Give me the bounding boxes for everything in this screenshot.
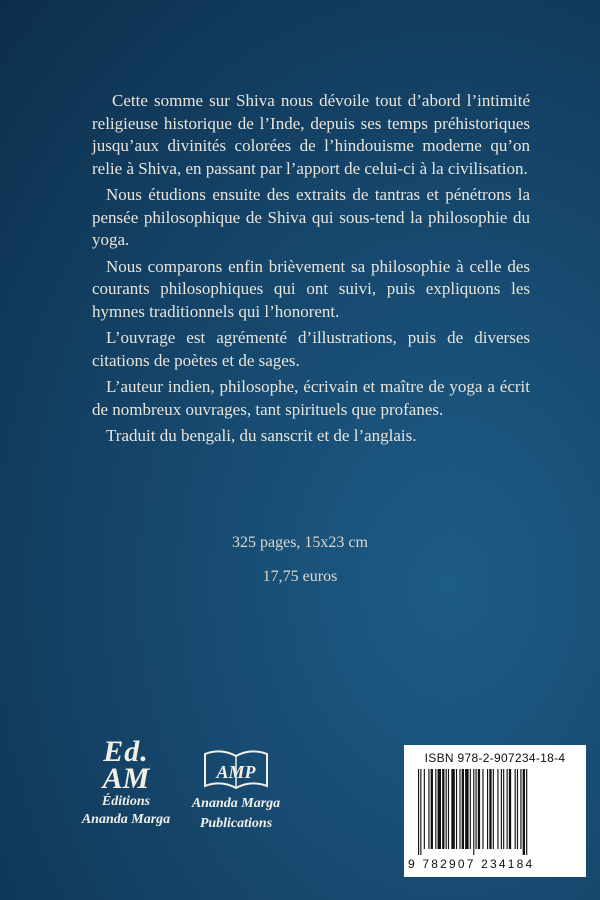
blurb-paragraph: L’auteur indien, philosophe, écrivain et maître de yoga a écrit de nombreux ouvrages, tant spirituels que profanes.	[92, 377, 530, 419]
barcode-bar	[418, 769, 419, 855]
blurb-paragraph: Nous étudions ensuite des extraits de tantras et pénétrons la pensée philosophique de Shiva qui sous-tend la philosophie du yoga.	[92, 185, 530, 249]
barcode-bar	[459, 769, 460, 849]
barcode-bar	[478, 769, 480, 849]
barcode-bar	[515, 769, 516, 849]
editions-ananda-marga-logo	[60, 735, 192, 828]
publisher-name-line1: Ananda Marga	[191, 796, 281, 811]
ed-monogram: Ed.	[103, 735, 149, 768]
blurb-paragraph: Cette somme sur Shiva nous dévoile tout d’abord l’intimité religieuse historique de l’Inde, depuis ses temps préhistoriques jusqu’aux divinités colorées de l’hindouisme moderne qu’on relie à Shiva, en passant par l’apport de celui-ci à la civilisation.	[92, 91, 530, 178]
barcode-bar	[448, 769, 449, 849]
barcode-bar	[431, 769, 433, 849]
barcode-bar	[482, 769, 483, 849]
barcode-bar	[497, 769, 498, 849]
barcode-bar	[420, 769, 421, 855]
publisher-name-line2: Ananda Marga	[81, 812, 171, 827]
barcode-bar	[451, 769, 454, 849]
barcode-bar	[509, 769, 511, 849]
barcode-bar	[462, 769, 464, 849]
barcode-bar	[501, 769, 502, 849]
barcode-bar	[442, 769, 444, 849]
barcode-bar	[470, 769, 471, 849]
barcode-bar	[507, 769, 508, 849]
am-monogram: AM	[102, 762, 150, 795]
barcode-bar	[424, 769, 425, 849]
isbn-label: ISBN 978-2-907234-18-4	[424, 751, 566, 765]
barcode-bar	[438, 769, 441, 849]
barcode-bar	[520, 769, 521, 849]
page-count-format: 325 pages, 15x23 cm	[232, 534, 368, 551]
amp-monogram: AMP	[216, 762, 256, 782]
barcode-digits: 9 782907 234184	[408, 857, 535, 871]
barcode-bar	[526, 769, 527, 855]
barcode-bar	[503, 769, 504, 849]
barcode-bar	[493, 769, 494, 849]
barcode-bar	[473, 769, 474, 855]
barcode-bar	[487, 769, 488, 849]
barcode-bar	[456, 769, 457, 849]
barcode-bar	[435, 769, 436, 849]
barcode-bar	[465, 769, 468, 849]
blurb-paragraph: Traduit du bengali, du sanscrit et de l’anglais.	[106, 426, 417, 445]
barcode-bar	[489, 769, 491, 849]
isbn-barcode	[404, 745, 586, 877]
blurb-paragraph: Nous comparons enfin brièvement sa philosophie à celle des courants philosophiques qui ont suivi, puis expliquons les hymnes traditionnels qui l’honorent.	[92, 256, 530, 321]
barcode-bar	[523, 769, 525, 855]
ananda-marga-publications-logo	[180, 746, 292, 832]
barcode-bar	[517, 769, 518, 849]
back-cover-blurb	[92, 90, 530, 452]
barcode-bar	[428, 769, 429, 849]
open-book-icon	[201, 746, 271, 792]
price: 17,75 euros	[262, 568, 338, 585]
barcode-bar	[476, 769, 477, 849]
blurb-paragraph: L’ouvrage est agrémenté d’illustrations, puis de diverses citations de poètes et de sages.	[92, 328, 530, 370]
barcode-bars	[416, 769, 576, 857]
publisher-name-line1: Éditions	[101, 794, 151, 809]
barcode-bar	[446, 769, 447, 849]
publisher-name-line2: Publications	[199, 816, 273, 831]
